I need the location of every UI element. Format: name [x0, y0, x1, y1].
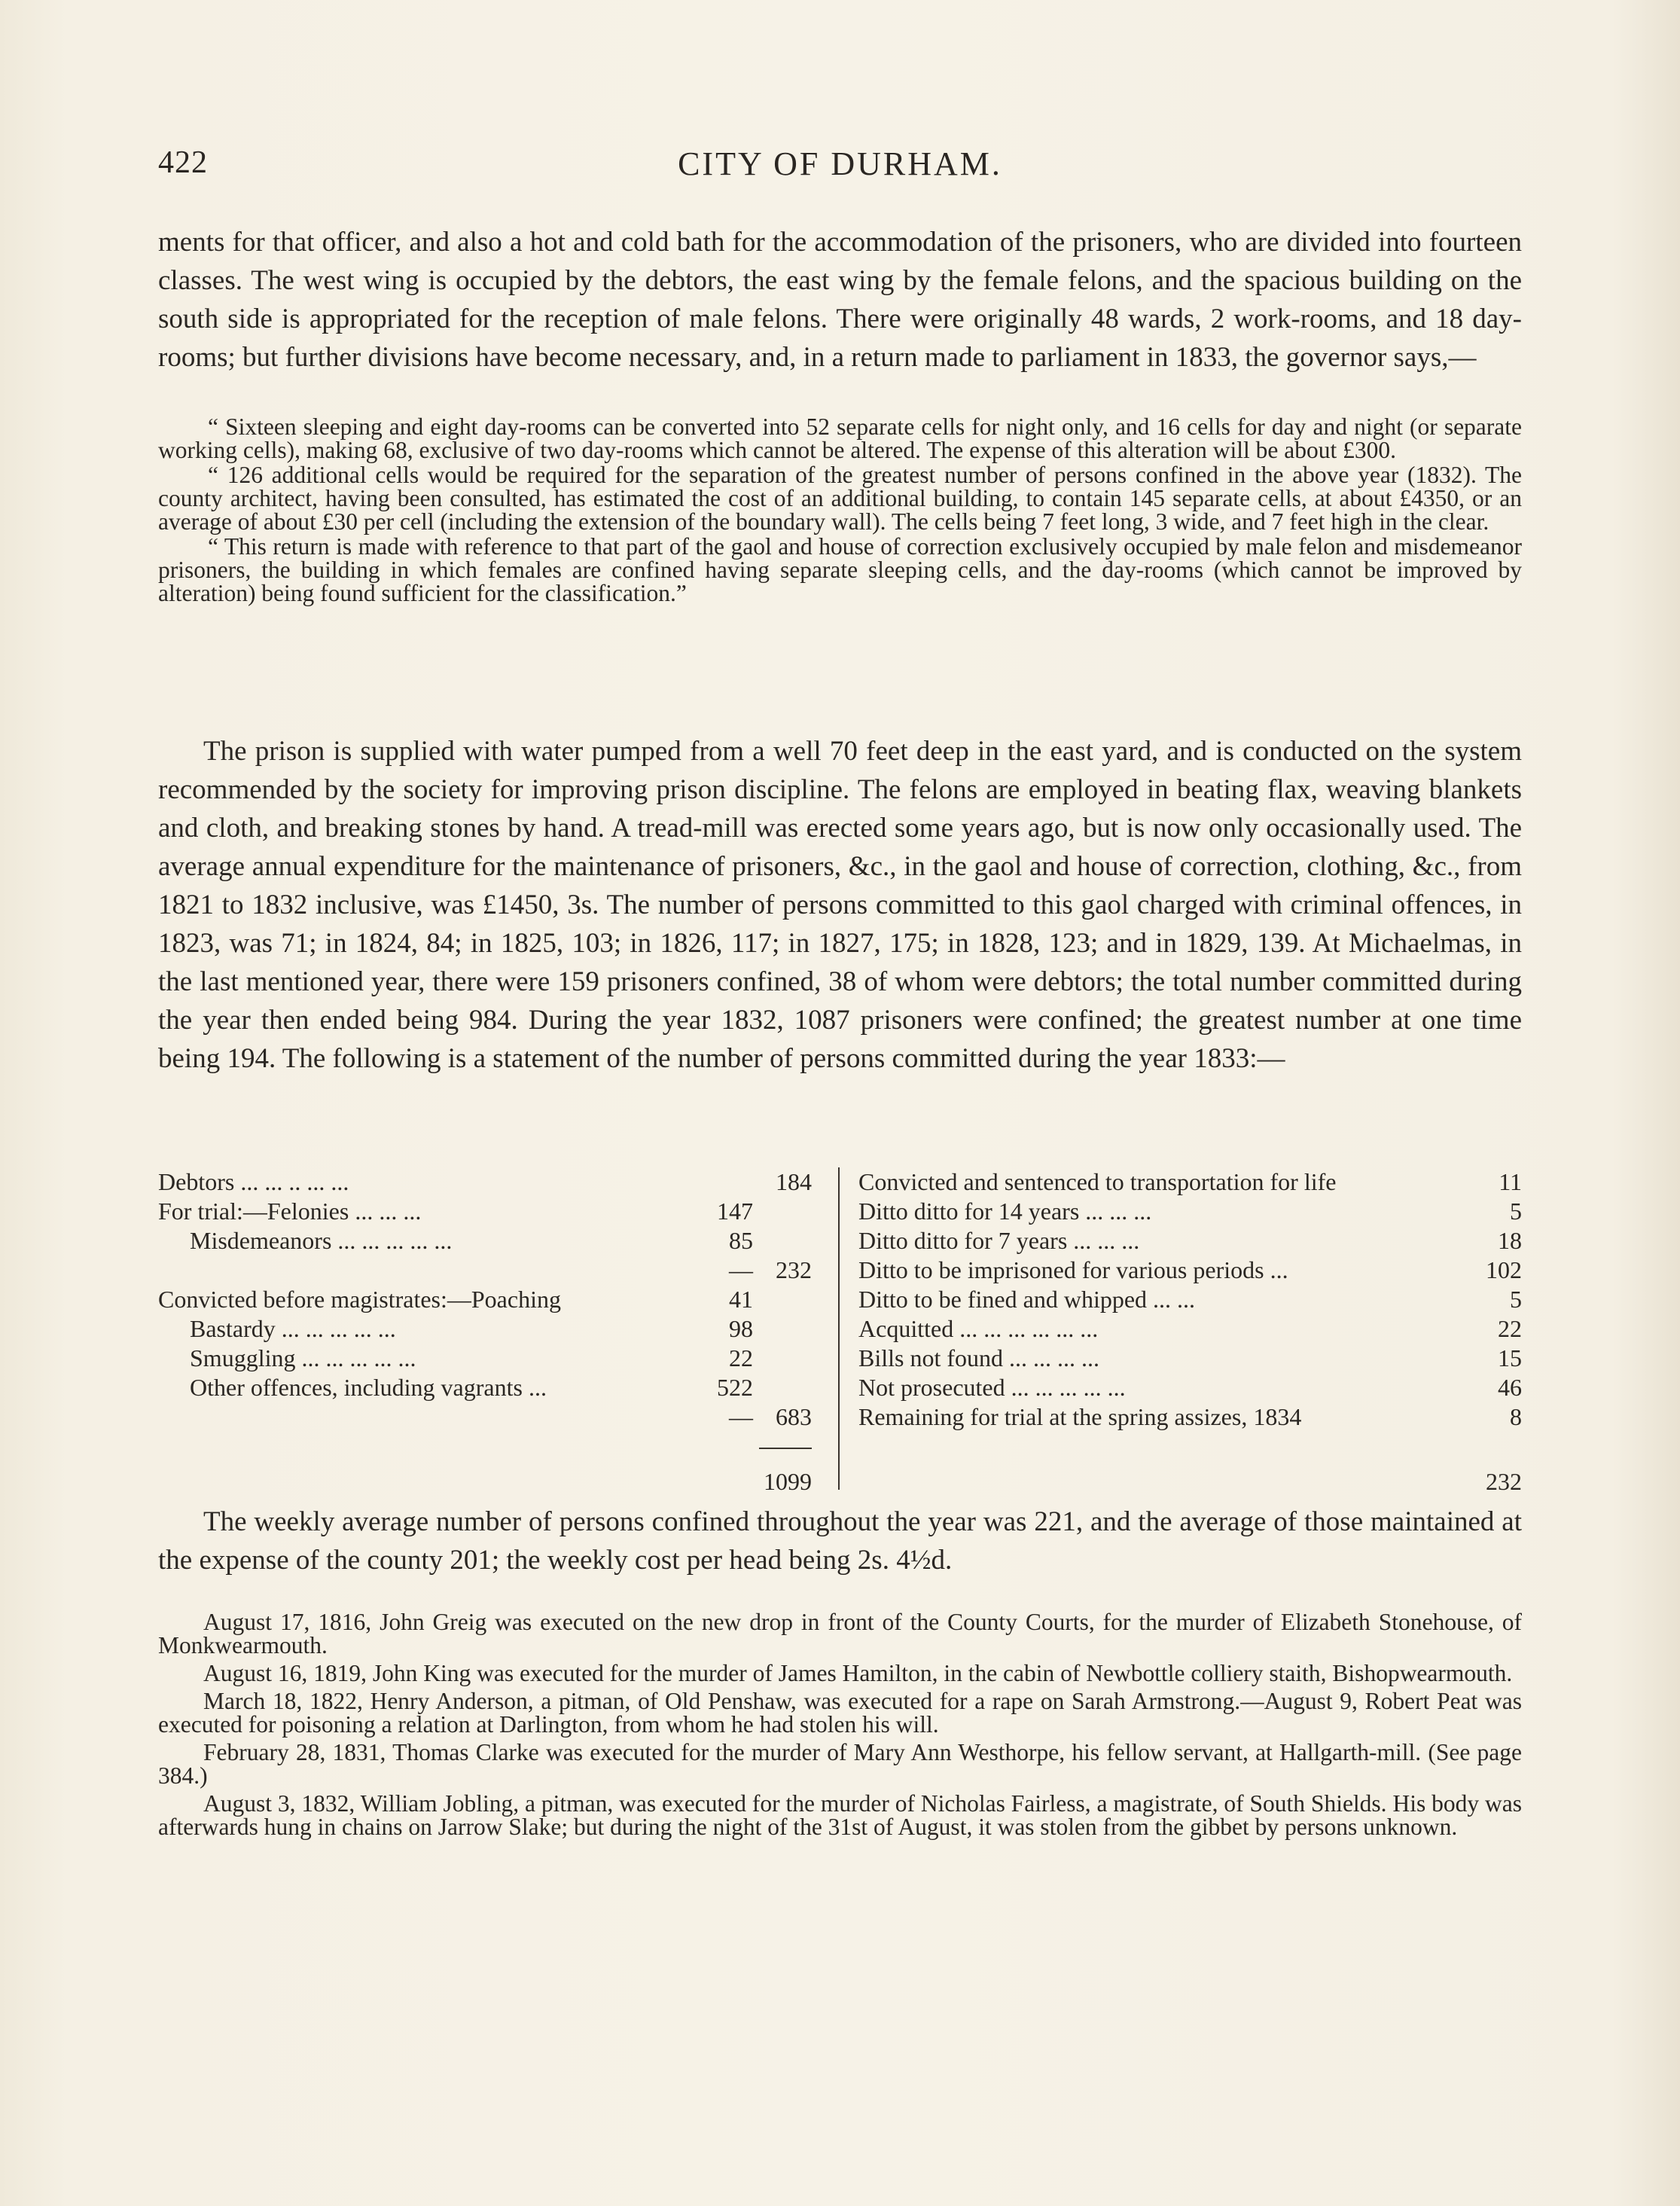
row-label: Misdemeanors ... ... ... ... ... [190, 1227, 453, 1254]
running-title: CITY OF DURHAM. [678, 145, 1002, 182]
table-row [158, 1285, 828, 1314]
row-label: For trial:—Felonies ... ... ... [158, 1198, 422, 1225]
row-label: Ditto to be fined and whipped ... ... [858, 1286, 1196, 1313]
table-row [858, 1226, 1522, 1256]
main-paragraph-block [158, 732, 1522, 1078]
row-label: Convicted and sentenced to transportation for life [858, 1168, 1337, 1195]
quote-paragraph-1: “ Sixteen sleeping and eight day-rooms can be converted into 52 separate cells for night only, and 16 cells for day and night (or separate working cells), making 68, exclusive of two day-rooms which cannot be altered. The expense of this alteration will be about £300. [158, 413, 1522, 463]
row-value: 5 [1510, 1286, 1522, 1313]
row-value: 18 [1498, 1227, 1522, 1254]
committals-right-column [858, 1167, 1522, 1495]
execution-entry: March 18, 1822, Henry Anderson, a pitman, of Old Penshaw, was executed for a rape on Sarah Armstrong.—August 9, Robert Peat was executed for poisoning a relation at Darlington, from whom he had stolen his will. [158, 1688, 1522, 1738]
row-value: 22 [1498, 1315, 1522, 1342]
row-value: 98 [729, 1315, 753, 1342]
table-row [158, 1344, 828, 1373]
row-label: Ditto ditto for 7 years ... ... ... [858, 1227, 1140, 1254]
row-label: Not prosecuted ... ... ... ... ... [858, 1374, 1126, 1401]
quote-paragraph-3: “ This return is made with reference to that part of the gaol and house of correction exclusively occupied by male felon and misdemeanor prisoners, the building in which females are confined having separate sleeping cells, and the day-rooms (which cannot be improved by alteration) being found sufficient for the classification.” [158, 533, 1522, 606]
row-label: Remaining for trial at the spring assizes, 1834 [858, 1403, 1302, 1430]
left-total: 1099 [764, 1468, 812, 1495]
row-value: 46 [1498, 1374, 1522, 1401]
execution-entry: August 17, 1816, John Greig was executed on the new drop in front of the County Courts, for the murder of Elizabeth Stonehouse, of Monkwearmouth. [158, 1609, 1522, 1658]
table-row [858, 1402, 1522, 1432]
quote-paragraph-2: “ 126 additional cells would be required for the separation of the greatest number of persons confined in the above year (1832). The county architect, having been consulted, has estimated the cost of an additional building, to contain 145 separate cells, at about £4350, or an average of about £30 per cell (including the extension of the boundary wall). The cells being 7 feet long, 3 wide, and 7 feet high in the clear. [158, 462, 1522, 535]
page-header [158, 145, 1522, 190]
row-label: Bastardy ... ... ... ... ... [190, 1315, 396, 1342]
weekly-paragraph: The weekly average number of persons confined throughout the year was 221, and the average of those maintained at the expense of the county 201; the weekly cost per head being 2s. 4½d. [158, 1506, 1522, 1576]
row-value: 522 [717, 1374, 753, 1401]
main-paragraph: The prison is supplied with water pumped from a well 70 feet deep in the east yard, and is conducted on the system recommended by the society for improving prison discipline. The felons are employed in beating flax, weaving blankets and cloth, and breaking stones by hand. A tread-mill was erected some years ago, but is now only occasionally used. The average annual expenditure for the maintenance of prisoners, &c., in the gaol and house of correction, clothing, &c., from 1821 to 1832 inclusive, was £1450, 3s. The number of persons committed to this gaol charged with criminal offences, in 1823, was 71; in 1824, 84; in 1825, 103; in 1826, 117; in 1827, 175; in 1828, 123; and in 1829, 139. At Michaelmas, in the last mentioned year, there were 159 prisoners confined, 38 of whom were debtors; the total number committed during the year then ended being 984. During the year 1832, 1087 prisoners were confined; the greatest number at one time being 194. The following is a statement of the number of persons committed during the year 1833:— [158, 736, 1522, 1074]
row-value: 5 [1510, 1198, 1522, 1225]
row-subtotal: 683 [776, 1403, 812, 1430]
row-value: 85 [729, 1227, 753, 1254]
table-row [858, 1373, 1522, 1402]
row-label: Other offences, including vagrants ... [190, 1374, 547, 1401]
executions-list [158, 1610, 1522, 1843]
committals-left-column [158, 1167, 828, 1495]
table-row [158, 1226, 828, 1256]
execution-entry: August 16, 1819, John King was executed for the murder of James Hamilton, in the cabin of Newbottle colliery staith, Bishopwearmouth. [203, 1660, 1513, 1686]
row-value: 11 [1499, 1168, 1522, 1195]
row-value: 41 [729, 1286, 753, 1313]
table-row [158, 1402, 828, 1432]
row-subtotal: 184 [776, 1168, 812, 1195]
row-value: 102 [1486, 1256, 1522, 1283]
total-rule-left [759, 1448, 812, 1449]
row-value: 22 [729, 1344, 753, 1372]
table-row [858, 1344, 1522, 1373]
column-divider [838, 1167, 840, 1490]
table-row [858, 1256, 1522, 1285]
execution-entry: August 3, 1832, William Jobling, a pitman, was executed for the murder of Nicholas Fairless, a magistrate, of South Shields. His body was afterwards hung in chains on Jarrow Slake; but during the night of the 31st of August, it was stolen from the gibbet by persons unknown. [158, 1790, 1522, 1840]
table-row [158, 1314, 828, 1344]
row-label: Ditto ditto for 14 years ... ... ... [858, 1198, 1152, 1225]
execution-entry: February 28, 1831, Thomas Clarke was executed for the murder of Mary Ann Westhorpe, his fellow servant, at Hallgarth-mill. (See page 384.) [158, 1739, 1522, 1789]
table-row [158, 1167, 828, 1197]
right-total: 232 [1486, 1468, 1522, 1495]
table-row [158, 1197, 828, 1226]
table-row [858, 1285, 1522, 1314]
row-label: Convicted before magistrates:—Poaching [158, 1286, 561, 1313]
row-label: Bills not found ... ... ... ... [858, 1344, 1100, 1372]
row-label: Debtors ... ... .. ... ... [158, 1168, 349, 1195]
row-subtotal: 232 [776, 1256, 812, 1283]
row-label: Smuggling ... ... ... ... ... [190, 1344, 416, 1372]
row-label: Ditto to be imprisoned for various periods ... [858, 1256, 1288, 1283]
governor-quote [158, 415, 1522, 606]
row-value: 15 [1498, 1344, 1522, 1372]
weekly-paragraph-block [158, 1503, 1522, 1579]
table-row [158, 1256, 828, 1285]
intro-paragraph-block [158, 223, 1522, 377]
intro-paragraph: ments for that officer, and also a hot and cold bath for the accommodation of the prisoners, who are divided into fourteen classes. The west wing is occupied by the debtors, the east wing by the female felons, and the spacious building on the south side is appropriated for the reception of male felons. There were originally 48 wards, 2 work-rooms, and 18 day-rooms; but further divisions have become necessary, and, in a return made to parliament in 1833, the governor says,— [158, 227, 1522, 373]
row-label: Acquitted ... ... ... ... ... ... [858, 1315, 1099, 1342]
committals-table [158, 1167, 1522, 1499]
table-row [858, 1197, 1522, 1226]
subtotal-dash: — [729, 1403, 753, 1430]
table-row [858, 1167, 1522, 1197]
table-row [858, 1314, 1522, 1344]
row-value: 8 [1510, 1403, 1522, 1430]
row-value: 147 [717, 1198, 753, 1225]
page-number: 422 [158, 145, 208, 180]
subtotal-dash: — [729, 1256, 753, 1283]
table-row [158, 1373, 828, 1402]
